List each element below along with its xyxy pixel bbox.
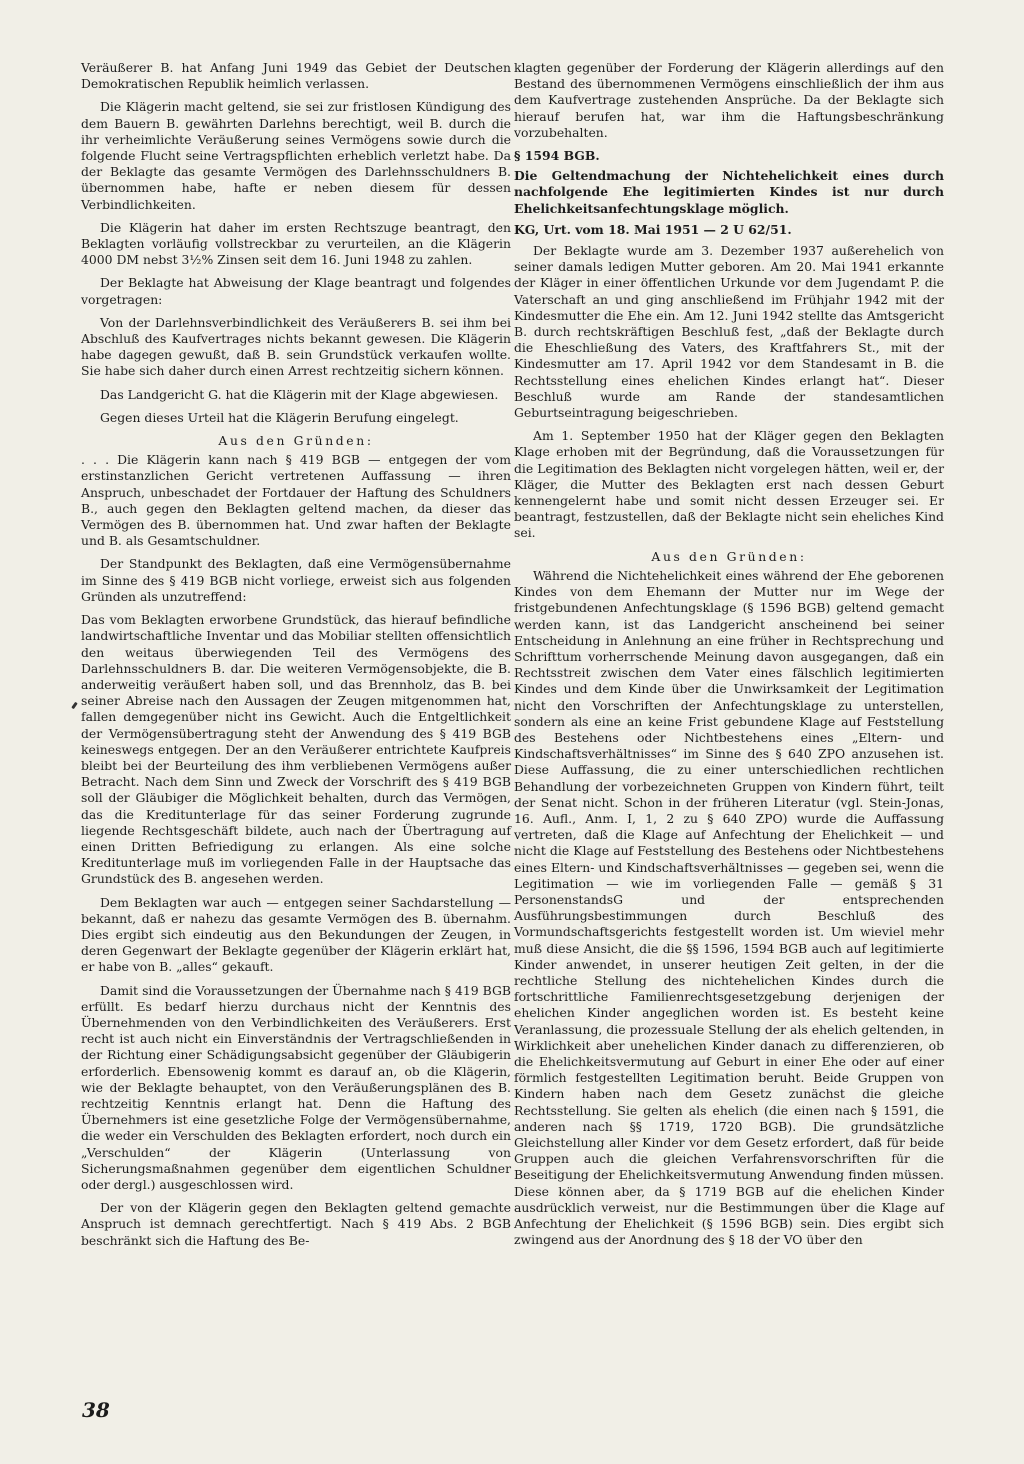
paragraph: Dem Beklagten war auch — entgegen seiner Sachdarstellung — bekannt, daß er nahezu das gesamte Vermögen des B. übernahm. Dies ergibt sich eindeutig aus den Bekundungen der Zeugen, in deren Gegenwart der Beklagte gegenüber der Klägerin erklärt hat, er habe von B. „alles“ gekauft.	[81, 894, 511, 975]
paragraph: Die Klägerin hat daher im ersten Rechtszuge beantragt, den Beklagten vorläufig vollstreckbar zu verurteilen, an die Klägerin 4000 DM nebst 3½% Zinsen seit dem 16. Juni 1948 zu zahlen.	[81, 219, 511, 268]
paragraph: Die Klägerin macht geltend, sie sei zur fristlosen Kündigung des dem Bauern B. gewährten Darlehns berechtigt, weil B. durch die ihr verheimlichte Veräußerung seines Vermögens sowie durch die folgende Flucht seine Vertragspflichten erheblich verletzt habe. Da der Beklagte das gesamte Vermögen des Darlehnsschuldners B. übernommen habe, hafte er neben diesem für dessen Verbindlichkeiten.	[81, 99, 511, 212]
paragraph: Veräußerer B. hat Anfang Juni 1949 das Gebiet der Deutschen Demokratischen Republik heimlich verlassen.	[81, 60, 511, 92]
paragraph: Das vom Beklagten erworbene Grundstück, das hierauf befindliche landwirtschaftliche Inventar und das Mobiliar stellten offensichtlich den weitaus überwiegenden Teil des Vermögens des Darlehnsschuldners B. dar. Die weiteren Vermögensobjekte, die B. anderweitig veräußert haben soll, und das Brennholz, das B. bei seiner Abreise nach den Aussagen der Zeugen mitgenommen hat, fallen demgegenüber nicht ins Gewicht. Auch die Entgeltlichkeit der Vermögensübertragung steht der Anwendung des § 419 BGB keineswegs entgegen. Der an den Veräußerer entrichtete Kaufpreis bleibt bei der Beurteilung des ihm verbliebenen Vermögens außer Betracht. Nach dem Sinn und Zweck der Vorschrift des § 419 BGB soll der Gläubiger die Möglichkeit behalten, durch das Vermögen, das die Kreditunterlage für das seiner Forderung zugrunde liegende Rechtsgeschäft bildete, auch nach der Übertragung auf einen Dritten Befriedigung zu erlangen. Als eine solche Kreditunterlage muß im vorliegenden Falle in der Hauptsache das Grundstück des B. angesehen werden.	[81, 612, 511, 887]
paragraph: Der Standpunkt des Beklagten, daß eine Vermögensübernahme im Sinne des § 419 BGB nicht vorliege, erweist sich aus folgenden Gründen als unzutreffend:	[81, 556, 511, 604]
paragraph: Der von der Klägerin gegen den Beklagten geltend gemachte Anspruch ist demnach gerechtfertigt. Nach § 419 Abs. 2 BGB beschränkt sich die Haftung des Be-	[81, 1200, 511, 1248]
paragraph: Von der Darlehnsverbindlichkeit des Veräußerers B. sei ihm bei Abschluß des Kaufvertrages nichts bekannt gewesen. Die Klägerin habe dagegen gewußt, daß B. sein Grundstück verkaufen wollte. Sie habe sich daher durch einen Arrest rechtzeitig sichern können.	[81, 314, 511, 379]
paragraph: Während die Nichtehelichkeit eines während der Ehe geborenen Kindes von dem Ehemann der Mutter nur im Wege der fristgebundenen Anfechtungsklage (§ 1596 BGB) geltend gemacht werden kann, ist das Landgericht anscheinend bei seiner Entscheidung in Anlehnung an eine früher in Rechtsprechung und Schrifttum vorherrschende Meinung davon ausgegangen, daß ein Rechtsstreit zwischen dem Vater eines fälschlich legitimierten Kindes und dem Kinde über die Unwirksamkeit der Legitimation nicht den Vorschriften der Anfechtungsklage zu unterstellen, sondern als eine an keine Frist gebundene Klage auf Feststellung des Bestehens oder Nichtbestehens eines „Eltern- und Kindschaftsverhältnisses“ im Sinne des § 640 ZPO anzusehen ist. Diese Auffassung, die zu einer unterschiedlichen rechtlichen Behandlung der vorbezeichneten Gruppen von Kindern führt, teilt der Senat nicht. Schon in der früheren Literatur (vgl. Stein-Jonas, 16. Aufl., Anm. I, 1, 2 zu § 640 ZPO) wurde die Auffassung vertreten, daß die Klage auf Anfechtung der Ehelichkeit — und nicht die Klage auf Feststellung des Bestehens oder Nichtbestehens eines Eltern- und Kindschaftsverhältnisses — gegeben sei, wenn die Legitimation — wie im vorliegenden Falle — gemäß § 31 PersonenstandsG und der entsprechenden Ausführungsbestimmungen durch Beschluß des Vormundschaftsgerichts festgestellt worden ist. Um wieviel mehr muß diese Ansicht, die die §§ 1596, 1594 BGB auch auf legitimierte Kinder anwendet, in unserer heutigen Zeit gelten, in der die rechtliche Stellung des nichtehelichen Kindes durch die fortschrittliche Familienrechtsgesetzgebung derjenigen der ehelichen Kinder angeglichen worden ist. Es besteht keine Veranlassung, die prozessuale Stellung der als ehelich geltenden, in Wirklichkeit aber unehelichen Kinder danach zu differenzieren, ob die Ehelichkeitsvermutung auf Geburt in einer Ehe oder auf einer förmlich festgestellten Legitimation beruht. Beide Gruppen von Kindern haben nach dem Gesetz zunächst die gleiche Rechtsstellung. Sie gelten als ehelich (die einen nach § 1591, die anderen nach §§ 1719, 1720 BGB). Die grundsätzliche Gleichstellung aller Kinder vor dem Gesetz erfordert, daß für beide Gruppen auch die gleichen Verfahrensvorschriften für die Beseitigung der Ehelichkeitsvermutung Anwendung finden müssen. Diese können aber, da § 1719 BGB auf die ehelichen Kinder ausdrücklich verweist, nur die Bestimmungen über die Klage auf Anfechtung der Ehelichkeit (§ 1596 BGB) sein. Dies ergibt sich zwingend aus der Anordnung des § 18 der VO über den	[514, 567, 944, 1248]
page-number: 38	[82, 1398, 110, 1422]
paragraph: Das Landgericht G. hat die Klägerin mit der Klage abgewiesen.	[100, 386, 499, 402]
paragraph: . . . Die Klägerin kann nach § 419 BGB — entgegen der vom erstinstanzlichen Gericht vertretenen Auffassung — ihren Anspruch, unbeschadet der Fortdauer der Haftung des Schuldners B., auch gegen den Beklagten geltend machen, da dieser das Vermögen des B. übernommen hat. Und zwar haften der Beklagte und B. als Gesamtschuldner.	[81, 452, 511, 549]
case-citation: KG, Urt. vom 18. Mai 1951 — 2 U 62/51.	[514, 221, 792, 237]
paragraph: Der Beklagte hat Abweisung der Klage beantragt und folgendes vorgetragen:	[81, 275, 511, 307]
section-heading: Aus den Gründen:	[218, 433, 374, 449]
left-column	[81, 60, 511, 1256]
ink-mark	[71, 702, 77, 709]
paragraph: Der Beklagte wurde am 3. Dezember 1937 außerehelich von seiner damals ledigen Mutter geboren. Am 20. Mai 1941 erkannte der Kläger in einer öffentlichen Urkunde vor dem Jugendamt P. die Vaterschaft an und ging anschließend im Frühjahr 1942 mit der Kindesmutter die Ehe ein. Am 12. Juni 1942 stellte das Amtsgericht B. durch rechtskräftigen Beschluß fest, „daß der Beklagte durch die Eheschließung des Vaters, des Kraftfahrers St., mit der Kindesmutter am 17. April 1942 vor dem Standesamt in B. die Rechtsstellung eines ehelichen Kindes erlangt hat“. Dieser Beschluß wurde am Rande der standesamtlichen Geburtseintragung beigeschrieben.	[514, 243, 944, 421]
paragraph: Gegen dieses Urteil hat die Klägerin Berufung eingelegt.	[100, 409, 459, 425]
headnote: Die Geltendmachung der Nichtehelichkeit eines durch nachfolgende Ehe legitimierten Kindes ist nur durch Ehelichkeitsanfechtungsklage möglich.	[514, 168, 944, 216]
section-heading: Aus den Gründen:	[651, 548, 807, 564]
section-title: § 1594 BGB.	[514, 148, 600, 164]
paragraph: klagten gegenüber der Forderung der Klägerin allerdings auf den Bestand des übernommenen Vermögens einschließlich der ihm aus dem Kaufvertrage zustehenden Ansprüche. Da der Beklagte sich hierauf berufen hat, war ihm die Haftungsbeschränkung vorzubehalten.	[514, 60, 944, 140]
right-column	[514, 60, 944, 1255]
paragraph: Am 1. September 1950 hat der Kläger gegen den Beklagten Klage erhoben mit der Begründung, daß die Voraussetzungen für die Legitimation des Beklagten nicht vorgelegen hätten, weil er, der Kläger, die Mutter des Beklagten erst nach dessen Geburt kennengelernt habe und somit nicht dessen Erzeuger sei. Er beantragt, festzustellen, daß der Beklagte nicht sein eheliches Kind sei.	[514, 428, 944, 541]
paragraph: Damit sind die Voraussetzungen der Übernahme nach § 419 BGB erfüllt. Es bedarf hierzu durchaus nicht der Kenntnis des Übernehmenden von den Verbindlichkeiten des Veräußerers. Erst recht ist auch nicht ein Einverständnis der Vertragschließenden in der Richtung einer Schädigungsabsicht gegenüber der Gläubigerin erforderlich. Ebensowenig kommt es darauf an, ob die Klägerin, wie der Beklagte behauptet, von den Veräußerungsplänen des B. rechtzeitig Kenntnis erlangt hat. Denn die Haftung des Übernehmers ist eine gesetzliche Folge der Vermögensübernahme, die weder ein Verschulden des Beklagten erfordert, noch durch ein „Verschulden“ der Klägerin (Unterlassung von Sicherungsmaßnahmen gegenüber dem eigentlichen Schuldner oder dergl.) ausgeschlossen wird.	[81, 982, 511, 1192]
